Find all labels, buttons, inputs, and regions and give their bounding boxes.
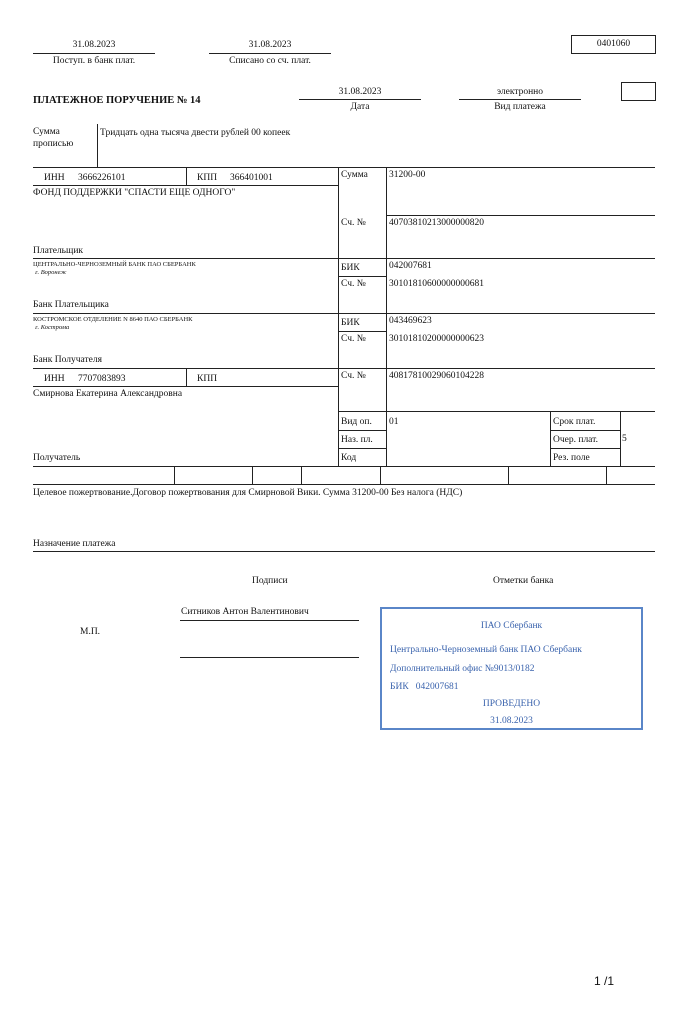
received-label: Поступ. в банк плат.	[52, 56, 136, 66]
payment-type-line	[459, 99, 581, 100]
payer-kpp-label: КПП	[197, 173, 218, 183]
debited-date: 31.08.2023	[248, 40, 292, 50]
payer-bank-account-label: Сч. №	[341, 279, 366, 289]
stamp-bik: БИК 042007681	[390, 682, 459, 692]
op-type-label: Вид оп.	[341, 417, 372, 427]
payee-bank-bik: 043469623	[389, 316, 432, 326]
priority-label: Очер. плат.	[553, 435, 598, 445]
payee-bank-name: КОСТРОМСКОЕ ОТДЕЛЕНИЕ N 8640 ПАО СБЕРБАНК	[33, 316, 193, 323]
debited-label: Списано со сч. плат.	[229, 56, 311, 66]
payee-account: 40817810029060104228	[389, 371, 484, 381]
signature-line-1	[180, 620, 359, 621]
col-line	[508, 466, 509, 484]
payee-bank-city: г. Кострома	[35, 324, 70, 331]
amount-words-label-line1: Сумма	[33, 127, 60, 137]
payer-amount-label: Сумма	[341, 170, 368, 180]
col-line	[620, 411, 621, 466]
payee-account-label: Сч. №	[341, 371, 366, 381]
row-line	[33, 466, 655, 467]
document-title: ПЛАТЕЖНОЕ ПОРУЧЕНИЕ № 14	[33, 95, 201, 106]
payment-type-label: Вид платежа	[494, 102, 546, 112]
row-line	[338, 276, 386, 277]
row-line	[550, 430, 620, 431]
row-line	[338, 331, 386, 332]
form-code: 0401060	[596, 39, 631, 49]
col-line	[606, 466, 607, 484]
stamp-office: Дополнительный офис №9013/0182	[390, 664, 535, 674]
row-line	[33, 258, 655, 259]
payee-bank-label: Банк Получателя	[33, 355, 102, 365]
payer-label: Плательщик	[33, 246, 84, 256]
row-line	[33, 386, 338, 387]
row-line	[33, 185, 338, 186]
op-type: 01	[389, 417, 399, 427]
reserve-label: Рез. поле	[553, 453, 590, 463]
date-line	[299, 99, 421, 100]
payer-bank-label: Банк Плательщика	[33, 300, 109, 310]
row-line	[550, 448, 620, 449]
col-line	[550, 411, 551, 466]
amount-words-value: Тридцать одна тысяча двести рублей 00 копеек	[100, 128, 291, 138]
payee-label: Получатель	[33, 453, 81, 463]
bank-marks-label: Отметки банка	[493, 576, 554, 586]
payee-bank-account: 30101810200000000623	[389, 334, 484, 344]
payee-kpp-label: КПП	[197, 374, 218, 384]
col-line	[338, 167, 339, 466]
received-date: 31.08.2023	[72, 40, 116, 50]
row-line	[33, 167, 655, 168]
empty-box	[621, 82, 656, 101]
payer-account: 40703810213000000820	[389, 218, 484, 228]
stamp-date: 31.08.2023	[490, 716, 533, 726]
stamp-status: ПРОВЕДЕНО	[482, 699, 541, 709]
payer-name: ФОНД ПОДДЕРЖКИ "СПАСТИ ЕЩЕ ОДНОГО"	[33, 188, 236, 198]
col-line	[186, 368, 187, 386]
stamp-bank: ПАО Сбербанк	[480, 621, 543, 631]
col-line	[252, 466, 253, 484]
row-line	[33, 484, 655, 485]
amount-words-label-line2: прописью	[33, 139, 74, 149]
row-line	[338, 430, 386, 431]
payee-inn: 7707083893	[78, 374, 126, 384]
payer-bank-city: г. Воронеж	[35, 269, 67, 276]
row-line	[338, 448, 386, 449]
payee-bank-account-label: Сч. №	[341, 334, 366, 344]
row-line	[33, 368, 655, 369]
purpose-line	[33, 551, 655, 552]
row-line	[33, 313, 655, 314]
payment-type: электронно	[496, 87, 544, 97]
payer-inn-label: ИНН	[44, 173, 65, 183]
col-line	[174, 466, 175, 484]
page-number: 1 /1	[594, 974, 615, 988]
debited-line	[209, 53, 331, 54]
date-label: Дата	[350, 102, 370, 112]
purpose-label: Назначение платежа	[33, 539, 116, 549]
payer-amount: 31200-00	[389, 170, 426, 180]
payer-bank-bik: 042007681	[389, 261, 432, 271]
row-line	[386, 215, 655, 216]
seal-label: М.П.	[80, 627, 101, 637]
received-line	[33, 53, 155, 54]
payer-kpp: 366401001	[230, 173, 273, 183]
col-line	[386, 167, 387, 466]
document-date: 31.08.2023	[338, 87, 382, 97]
payer-inn: 3666226101	[78, 173, 126, 183]
col-line	[301, 466, 302, 484]
payer-bank-bik-label: БИК	[341, 263, 360, 273]
payer-account-label: Сч. №	[341, 218, 366, 228]
payer-bank-account: 30101810600000000681	[389, 279, 484, 289]
bank-stamp	[380, 607, 643, 730]
stamp-branch: Центрально-Черноземный банк ПАО Сбербанк	[390, 645, 582, 655]
col-line	[186, 167, 187, 185]
purpose-code-label: Наз. пл.	[341, 435, 373, 445]
signature-line-2	[180, 657, 359, 658]
payee-bank-bik-label: БИК	[341, 318, 360, 328]
code-label: Код	[341, 453, 357, 463]
signatures-label: Подписи	[252, 576, 288, 586]
payee-inn-label: ИНН	[44, 374, 65, 384]
payer-bank-name: ЦЕНТРАЛЬНО-ЧЕРНОЗЕМНЫЙ БАНК ПАО СБЕРБАНК	[33, 261, 196, 268]
payee-name: Смирнова Екатерина Александровна	[33, 389, 183, 399]
term-label: Срок плат.	[553, 417, 596, 427]
amount-words-divider	[97, 124, 98, 167]
col-line	[380, 466, 381, 484]
priority-value: 5	[622, 434, 627, 444]
signer-name: Ситников Антон Валентинович	[181, 607, 309, 617]
purpose-text: Целевое пожертвование.Договор пожертвования для Смирновой Вики. Сумма 31200-00 Без налога (НДС)	[33, 488, 463, 498]
